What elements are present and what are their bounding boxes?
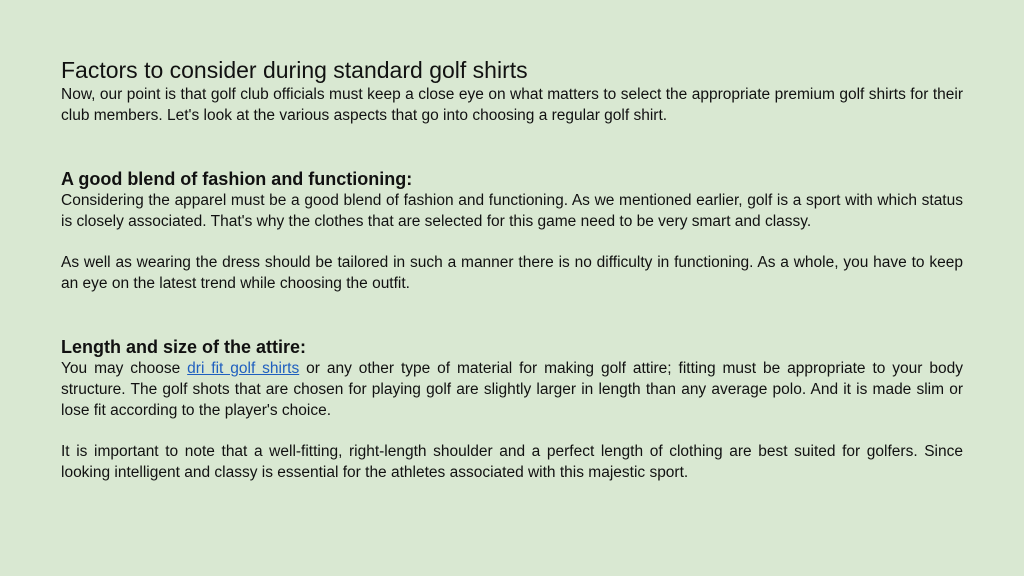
section-heading-fashion: A good blend of fashion and functioning: [61, 169, 413, 189]
spacer [61, 294, 963, 336]
section-fashion-paragraph-2: As well as wearing the dress should be tailored in such a manner there is no difficulty in functioning. As a whole, you have to keep an eye on the latest trend while choosing the outfit. [61, 254, 963, 292]
slide-content [61, 56, 963, 483]
spacer [61, 232, 963, 252]
section-fashion-paragraph-1: Considering the apparel must be a good blend of fashion and functioning. As we mentioned earlier, golf is a sport with which status is closely associated. That's why the clothes that are selected for this game need to be very smart and classy. [61, 192, 963, 230]
section-length-paragraph-2: It is important to note that a well-fitting, right-length shoulder and a perfect length of clothing are best suited for golfers. Since looking intelligent and classy is essential for the athletes associated with this majestic sport. [61, 443, 963, 481]
spacer [61, 126, 963, 168]
spacer [61, 421, 963, 441]
page-title: Factors to consider during standard golf shirts [61, 57, 528, 83]
paragraph-text-before-link: You may choose [61, 360, 188, 377]
dri-fit-golf-shirts-link[interactable]: dri fit golf shirts [187, 360, 300, 377]
section-length-paragraph-1 [61, 358, 963, 421]
section-heading-length: Length and size of the attire: [61, 337, 307, 357]
intro-paragraph: Now, our point is that golf club officials must keep a close eye on what matters to select the appropriate premium golf shirts for their club members. Let's look at the various aspects that go into choosing a regular golf shirt. [61, 86, 963, 124]
paragraph-text-after-link: or any other type of material for making golf attire; fitting must be appropriate to your body structure. The golf shots that are chosen for playing golf are slightly larger in length than any average polo. And it is made slim or lose fit according to the player's choice. [61, 360, 963, 419]
